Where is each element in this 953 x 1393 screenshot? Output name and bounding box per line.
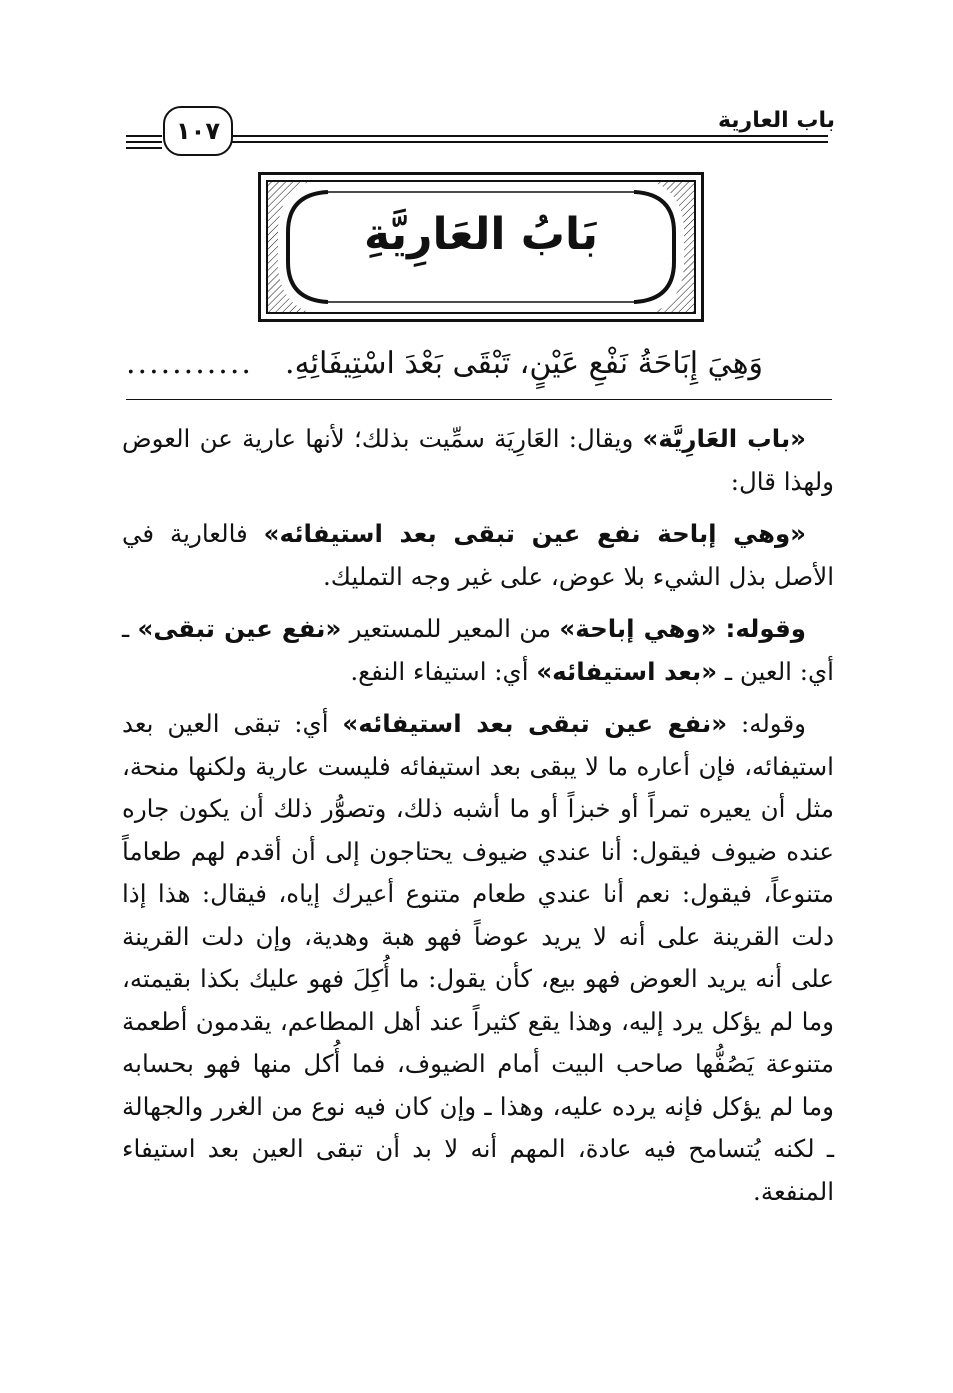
paragraph-text: فالعارية في الأصل بذل الشيء بلا عوض، على غير وجه التمليك. (122, 519, 834, 591)
paragraph-text: ـ أي: العين ـ (122, 614, 834, 686)
paragraph-text: أي: استيفاء النفع. (350, 656, 537, 686)
paragraph-4 (122, 703, 834, 1213)
chapter-title: بَابُ العَارِيَّةِ (363, 209, 599, 260)
paragraph-2 (122, 513, 834, 598)
matn-separator (126, 399, 832, 400)
paragraph-1 (122, 418, 834, 503)
paragraph-label: وقوله: (727, 709, 807, 738)
paragraph-text: من المعير للمستعير (341, 614, 560, 643)
header-rule-right (232, 135, 828, 137)
paragraph-text: أي: تبقى العين بعد استيفائه، فإن أعاره ما لا يبقى بعد استيفائه فليست عارية ولكنها منحة، مثل أن يعيره تمراً أو خبزاً أو ما أشبه ذلك، وتصوُّر ذلك أن يكون جاره عنده ضيوف فيقول: أنا عندي ضيوف يحتاجون إلى أن أقدم لهم طعاماً متنوعاً، فيقول: نعم أنا عندي طعام متنوع أعيرك إياه، فيقال: هذا إذا دلت القرينة على أنه لا يريد عوضاً فهو هبة وهدية، وإن دلت القرينة على أنه يريد العوض فهو بيع، كأن يقول: ما أُكِلَ فهو عليك بكذا بقيمته، وما لم يؤكل يرد إليه، وهذا يقع كثيراً عند أهل المطاعم، يقدمون أطعمة متنوعة يَصُفُّها صاحب البيت أمام الضيوف، فما أُكل منها فهو بحسابه وما لم يؤكل فإنه يرده عليه، وهذا ـ وإن كان فيه نوع من الغرر والجهالة ـ لكنه يُتسامح فيه عادة، المهم أنه لا بد أن تبقى العين بعد استيفاء المنفعة. (122, 709, 834, 1206)
bold-quote: «وهي إباحة نفع عين تبقى بعد استيفائه» (263, 519, 807, 548)
matn-text: وَهِيَ إِبَاحَةُ نَفْعِ عَيْنٍ، تَبْقَى بَعْدَ اسْتِيفَائِهِ. (285, 346, 763, 381)
bold-quote: «باب العَارِيَّة» (642, 424, 806, 453)
running-title: باب العارية (717, 108, 835, 133)
bold-quote: «نفع عين تبقى بعد استيفائه» (342, 709, 728, 738)
bold-quote: «بعد استيفائه» (536, 656, 718, 686)
matn-dots: ........... (126, 346, 253, 381)
paragraph-text: ويقال: العَارِيَة سمِّيت بذلك؛ لأنها عارية عن العوض ولهذا قال: (122, 424, 834, 496)
header-rule-left-2 (126, 141, 162, 143)
bold-label: وقوله: (725, 614, 807, 643)
bold-quote: «وهي إباحة» (559, 614, 726, 643)
bold-quote: «نفع عين تبقى» (137, 614, 342, 643)
commentary (122, 418, 834, 1213)
header-rule-left (126, 135, 162, 137)
header-rule-right-2 (232, 141, 828, 143)
paragraph-3 (122, 608, 834, 693)
page-number: ١٠٧ (163, 106, 233, 156)
header-rule-left-3 (126, 147, 162, 149)
